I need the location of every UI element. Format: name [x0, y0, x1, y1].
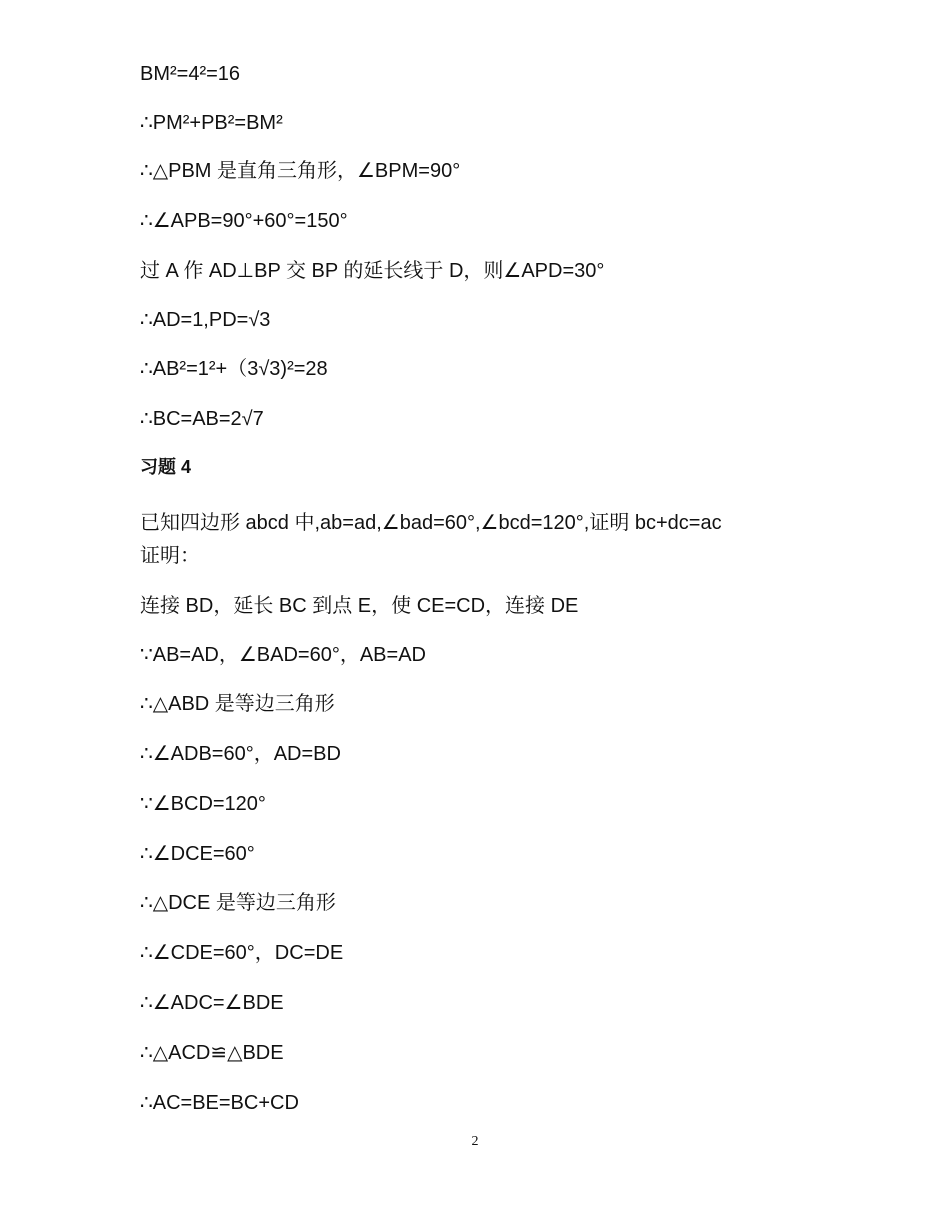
section-heading: 习题 4 — [140, 457, 192, 477]
proof-line: ∴∠CDE=60°，DC=DE — [140, 942, 344, 964]
page-number: 2 — [471, 1134, 479, 1149]
proof-line: ∴∠ADB=60°，AD=BD — [140, 743, 341, 765]
problem-statement: 已知四边形 abcd 中,ab=ad,∠bad=60°,∠bcd=120°,证明 bc+dc=ac — [140, 512, 722, 534]
proof-line: ∴△ACD≌△BDE — [140, 1042, 284, 1064]
text-line: ∴△PBM 是直角三角形，∠BPM=90° — [140, 160, 461, 182]
proof-line: ∴∠ADC=∠BDE — [140, 992, 284, 1014]
proof-label: 证明： — [140, 545, 200, 567]
text-line: 过 A 作 AD⊥BP 交 BP 的延长线于 D，则∠APD=30° — [140, 260, 605, 282]
text-line: BM²=4²=16 — [140, 63, 241, 85]
text-line: ∴AB²=1²+（3√3)²=28 — [140, 358, 328, 380]
proof-line: ∴△DCE 是等边三角形 — [140, 892, 336, 914]
proof-line: ∴AC=BE=BC+CD — [140, 1092, 299, 1114]
text-line: ∴BC=AB=2√7 — [140, 408, 264, 430]
proof-line: ∴∠DCE=60° — [140, 843, 255, 865]
proof-line: 连接 BD，延长 BC 到点 E，使 CE=CD，连接 DE — [140, 595, 579, 617]
proof-line: ∴△ABD 是等边三角形 — [140, 693, 335, 715]
proof-line: ∵AB=AD，∠BAD=60°，AB=AD — [140, 644, 426, 666]
text-line: ∴∠APB=90°+60°=150° — [140, 210, 348, 232]
proof-line: ∵∠BCD=120° — [140, 793, 266, 815]
text-line: ∴AD=1,PD=√3 — [140, 309, 271, 331]
text-line: ∴PM²+PB²=BM² — [140, 112, 283, 134]
